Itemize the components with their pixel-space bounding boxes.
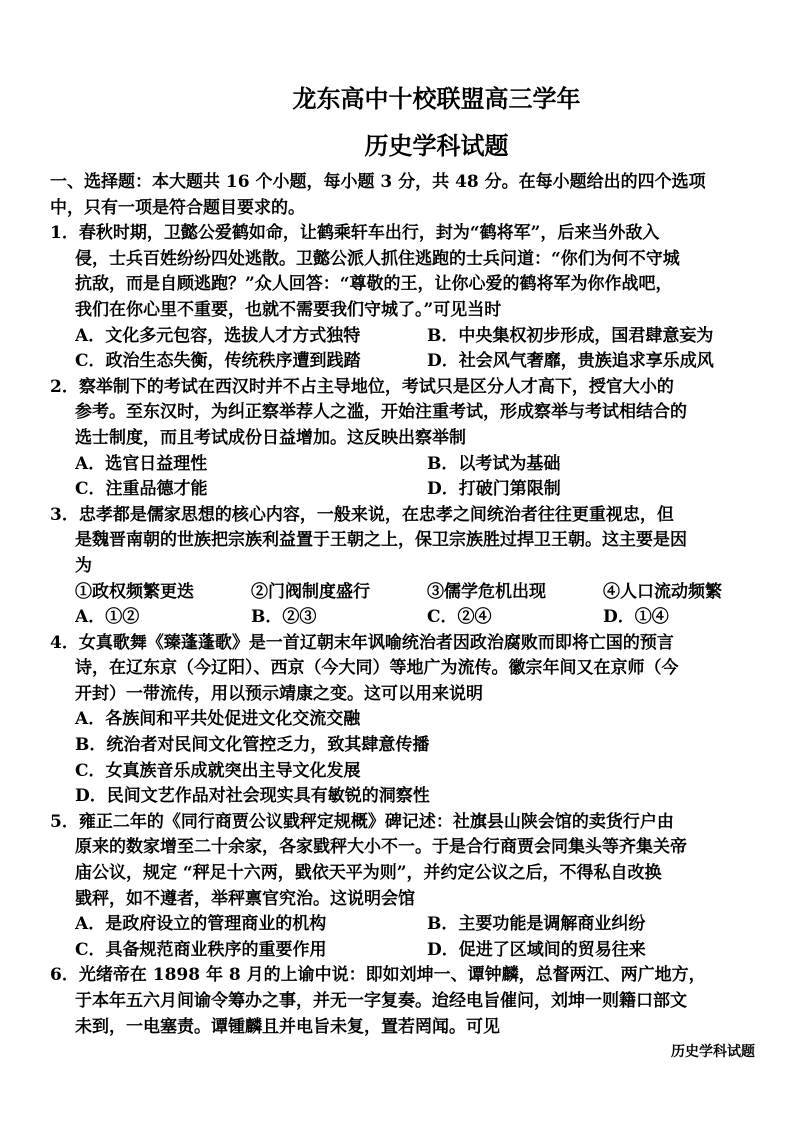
question-stem-line: 抗敌，而是自顾逃跑？”众人回答：“尊敬的王，让你心爱的鹤将军为你作战吧， [75, 274, 673, 295]
option-b: B．②③ [251, 607, 317, 628]
question-stem-line: 3．忠孝都是儒家思想的核心内容，一般来说，在忠孝之间统治者往往更重视忠，但 [50, 504, 674, 525]
numbered-item: ①政权频繁更迭 [75, 581, 194, 602]
question-stem-line: 开封）一带流传，用以预示靖康之变。这可以用来说明 [75, 683, 483, 704]
options-row [50, 452, 755, 478]
option-b: B．主要功能是调解商业纠纷 [427, 914, 646, 935]
question-3 [50, 503, 755, 631]
exam-title: 龙东高中十校联盟高三学年 [292, 84, 581, 113]
numbered-item: ②门阀制度盛行 [251, 581, 370, 602]
section-instruction: 一、选择题：本大题共 16 个小题，每小题 3 分，共 48 分。在每小题给出的四个选项 [50, 172, 706, 192]
options-row [50, 912, 755, 938]
options-row [50, 477, 755, 503]
option-c: C．②④ [427, 607, 492, 628]
question-stem-line: 侵，士兵百姓纷纷四处逃散。卫懿公派人抓住逃跑的士兵问道：“你们为何不守城 [75, 248, 680, 269]
option-d: D．促进了区域间的贸易往来 [427, 939, 646, 960]
exam-subtitle: 历史学科试题 [364, 131, 509, 160]
question-stem-line: 我们在你心里不重要，也就不需要我们守城了。”可见当时 [75, 299, 502, 320]
numbered-items-row [50, 580, 755, 606]
option-b: B．统治者对民间文化管控乏力，致其肆意传播 [75, 735, 430, 756]
question-stem-line: 原来的数家增至二十余家，各家戥秤大小不一。于是合行商贾会同集头等齐集关帝 [75, 837, 687, 858]
options-row [50, 349, 755, 375]
option-c: C．女真族音乐成就突出主导文化发展 [75, 760, 361, 781]
question-stem-line: 是魏晋南朝的世族把宗族利益置于王朝之上，保卫宗族胜过捍卫王朝。这主要是因 [75, 530, 687, 551]
option-c: C．具备规范商业秩序的重要作用 [75, 939, 327, 960]
question-1 [50, 221, 755, 375]
question-stem-line: 于本年五六月间谕令筹办之事，并无一字复奏。迨经电旨催问，刘坤一则籍口部文 [75, 991, 687, 1011]
question-stem-line: 5．雍正二年的《同行商贾公议戥秤定规概》碑记述：社旗县山陕会馆的卖货行户由 [50, 811, 674, 832]
question-5 [50, 810, 755, 964]
option-d: D．打破门第限制 [427, 479, 561, 500]
question-stem-line: 2．察举制下的考试在西汉时并不占主导地位，考试只是区分人才高下，授官大小的 [50, 376, 674, 397]
question-6 [50, 963, 755, 1040]
question-stem-line: 为 [75, 555, 92, 576]
page-footer: 历史学科试题 [671, 1044, 755, 1060]
exam-content [50, 170, 755, 1040]
question-stem-line: 戥秤，如不遵者，举秤禀官究治。这说明会馆 [75, 888, 415, 909]
options-row [50, 938, 755, 964]
question-stem-line: 选士制度，而且考试成份日益增加。这反映出察举制 [75, 427, 466, 448]
option-b: B．中央集权初步形成，国君肆意妄为 [427, 325, 714, 346]
options-row [50, 605, 755, 631]
question-stem-line: 6．光绪帝在 1898 年 8 月的上谕中说：即如刘坤一、谭钟麟，总督两江、两广地方， [50, 965, 706, 986]
option-d: D．社会风气奢靡，贵族追求享乐成风 [427, 351, 714, 372]
option-c: C．政治生态失衡，传统秩序遭到践踏 [75, 351, 361, 372]
numbered-item: ④人口流动频繁 [603, 581, 722, 602]
question-2 [50, 375, 755, 503]
options-row [50, 324, 755, 350]
question-stem-line: 参考。至东汉时，为纠正察举荐人之滥，开始注重考试，形成察举与考试相结合的 [75, 402, 687, 423]
question-stem-line: 庙公议，规定 “秤足十六两，戥依天平为则”，并约定公议之后，不得私自改换 [75, 863, 662, 884]
section-instruction: 中，只有一项是符合题目要求的。 [50, 197, 305, 218]
option-a: A．各族间和平共处促进文化交流交融 [75, 709, 361, 730]
question-stem-line: 未到，一电塞责。谭锺麟且并电旨未复，置若罔闻。可见 [75, 1016, 500, 1037]
option-c: C．注重品德才能 [75, 479, 208, 500]
option-d: D．①④ [603, 607, 669, 628]
option-a: A．选官日益理性 [75, 453, 208, 474]
numbered-item: ③儒学危机出现 [427, 581, 546, 602]
option-a: A．是政府设立的管理商业的机构 [75, 914, 327, 935]
option-b: B．以考试为基础 [427, 453, 561, 474]
question-stem-line: 1．春秋时期，卫懿公爱鹤如命，让鹤乘轩车出行，封为“鹤将军”，后来当外敌入 [50, 223, 660, 244]
option-a: A．①② [75, 607, 140, 628]
question-stem-line: 4．女真歌舞《臻蓬蓬歌》是一首辽朝末年讽喻统治者因政治腐败而即将亡国的预言 [50, 632, 674, 653]
question-4 [50, 631, 755, 810]
question-stem-line: 诗，在辽东京（今辽阳）、西京（今大同）等地广为流传。徽宗年间又在京师（今 [75, 658, 679, 679]
option-d: D．民间文艺作品对社会现实具有敏锐的洞察性 [75, 786, 430, 807]
option-a: A．文化多元包容，选拔人才方式独特 [75, 325, 361, 346]
